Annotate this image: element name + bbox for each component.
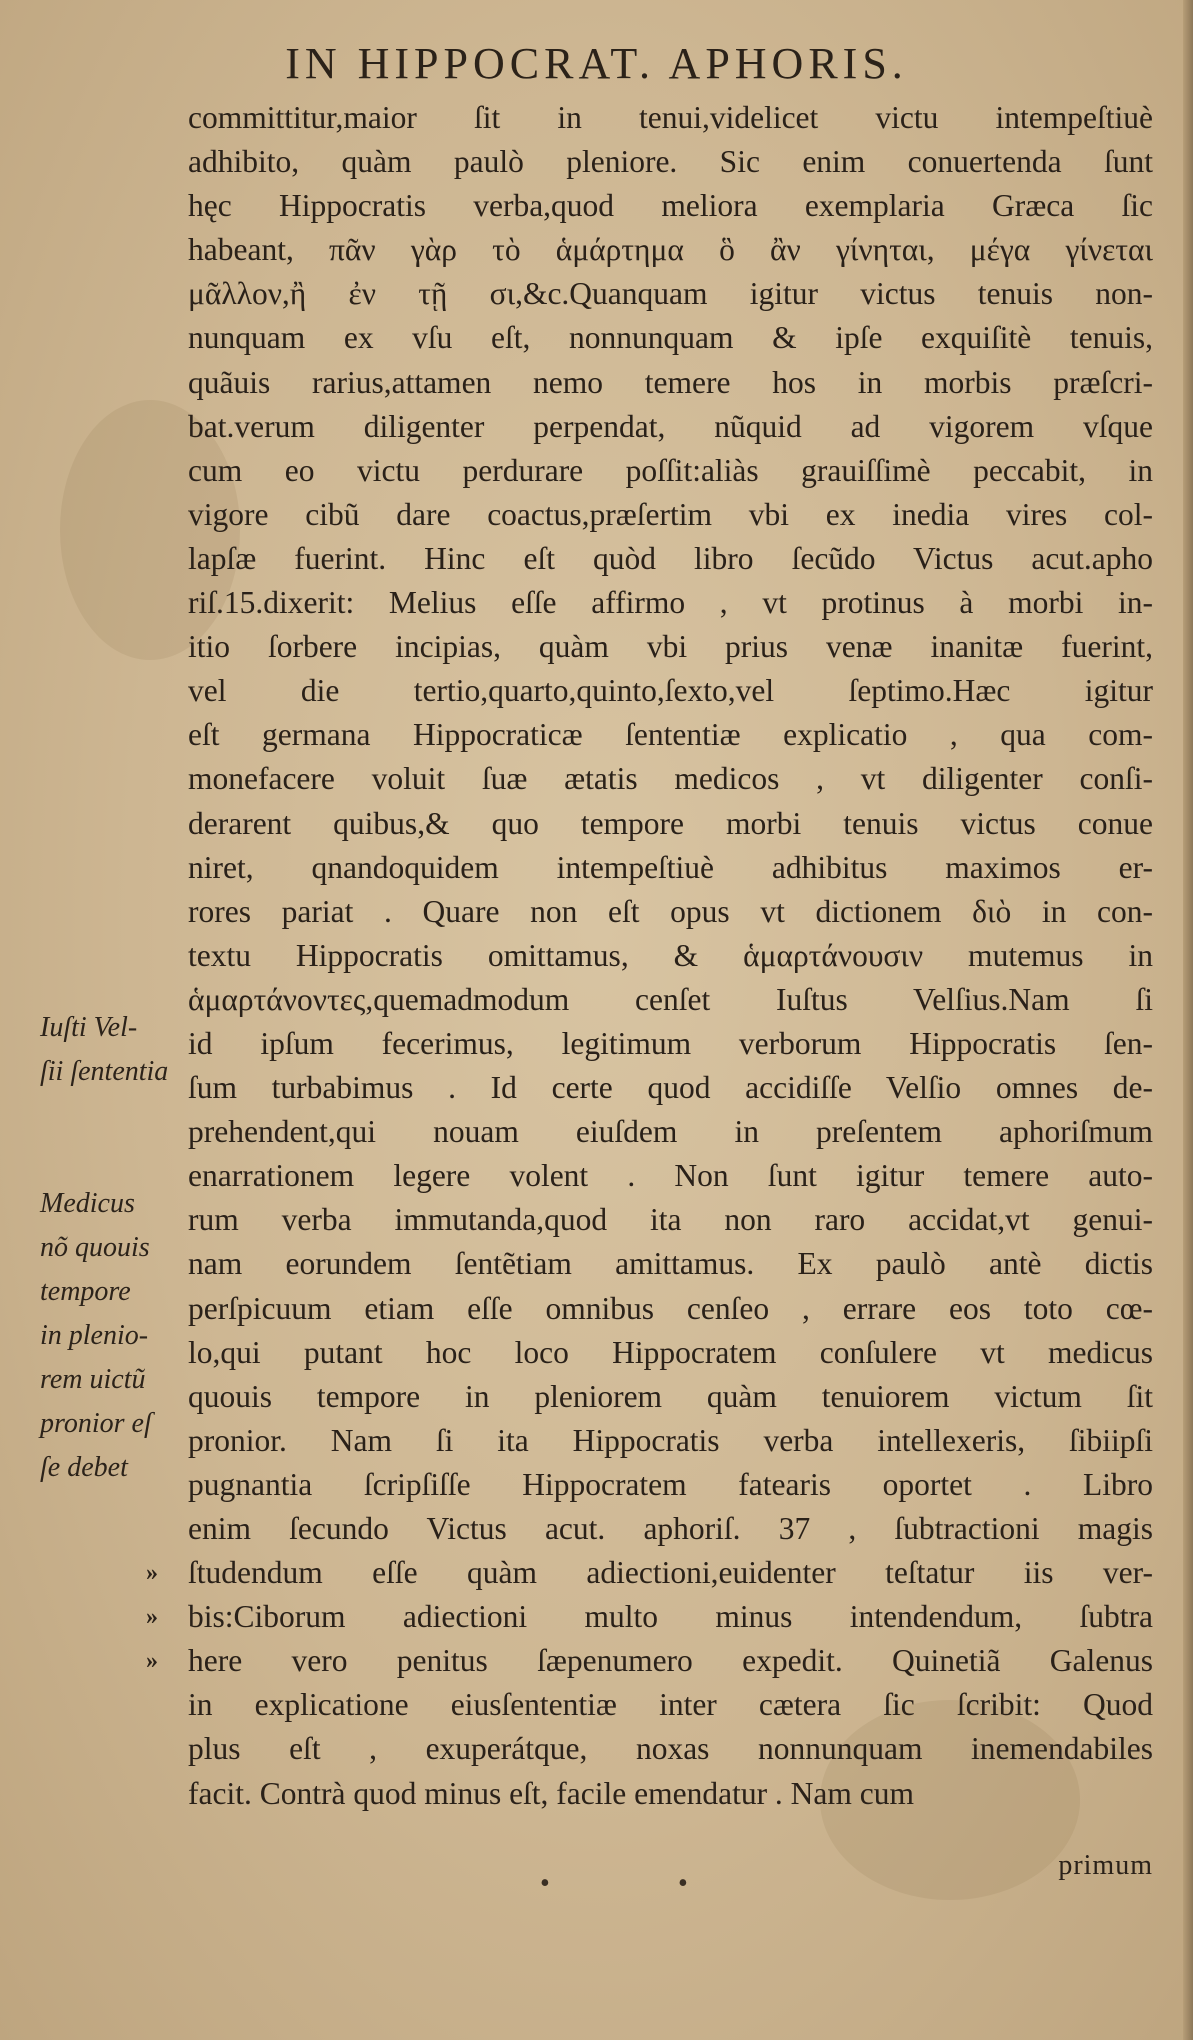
text-line (146, 1595, 1153, 1639)
line-text: itio ſorbere incipias, quàm vbi prius venæ inanitæ fuerint, (188, 629, 1153, 665)
line-text: habeant, πᾶν γὰρ τὸ ἁμάρτημα ὃ ἂν γίνηται, μέγα γίνεται (188, 232, 1153, 268)
margin-line: Iuſti Vel‑ (40, 1012, 138, 1043)
line-text: vigore cibũ dare coactus,præſertim vbi ex inedia vires col- (188, 496, 1153, 532)
text-line (188, 802, 1153, 846)
quotation-marker: » (146, 1560, 156, 1587)
line-text: here vero penitus ſæpenumero expedit. Quinetiã Galenus (188, 1643, 1153, 1679)
line-text: niret, qnandoquidem intempeſtiuè adhibitus maximos er- (188, 849, 1153, 885)
line-text: μᾶλλον,ἢ ἐν τῇ σι,&c.Quanquam igitur victus tenuis non- (188, 276, 1153, 312)
line-text: nam eorundem ſentẽtiam amittamus. Ex paulò antè dictis (188, 1246, 1153, 1282)
line-text: plus eſt , exuperátque, noxas nonnunquam inemendabiles (188, 1731, 1153, 1767)
page-edge (1183, 0, 1193, 2040)
text-line (188, 405, 1153, 449)
line-text: prehendent,qui nouam eiuſdem in preſentem aphoriſmum (188, 1114, 1153, 1150)
line-text: eſt germana Hippocraticæ ſententiæ explicatio , qua com- (188, 717, 1153, 753)
text-line (188, 581, 1153, 625)
line-text: ἁμαρτάνοντες,quemadmodum cenſet Iuſtus Velſius.Nam ſi (188, 981, 1153, 1017)
text-line (188, 449, 1153, 493)
text-line (188, 1331, 1153, 1375)
text-line (188, 978, 1153, 1022)
line-text: committitur,maior ſit in tenui,videlicet victu intempeſtiuè (188, 100, 1153, 135)
printer-mark: • (540, 1868, 550, 1899)
line-text: bat.verum diligenter perpendat, nũquid ad vigorem vſque (188, 408, 1153, 444)
text-line (188, 140, 1153, 184)
quotation-marker: » (146, 1604, 156, 1631)
text-line (188, 713, 1153, 757)
text-line (188, 846, 1153, 890)
line-text: rum verba immutanda,quod ita non raro accidat,vt genui- (188, 1202, 1153, 1238)
margin-line: ſii ſententia (40, 1056, 169, 1087)
text-line (188, 1198, 1153, 1242)
margin-line: Medicus (40, 1188, 135, 1219)
text-line (188, 1110, 1153, 1154)
text-line (146, 1639, 1153, 1683)
line-text: monefacere voluit ſuæ ætatis medicos , vt diligenter conſi- (188, 761, 1153, 797)
line-text: enim ſecundo Victus acut. aphoriſ. 37 , ſubtractioni magis (188, 1511, 1153, 1546)
text-line (188, 184, 1153, 228)
text-line (188, 1683, 1153, 1727)
line-text: cum eo victu perdurare poſſit:aliàs grauiſſimè peccabit, in (188, 452, 1153, 488)
line-text: lapſæ fuerint. Hinc eſt quòd libro ſecũdo Victus acut.apho (188, 540, 1153, 576)
line-text: textu Hippocratis omittamus, & ἁμαρτάνουσιν mutemus in (188, 937, 1153, 973)
text-line (188, 1022, 1153, 1066)
line-text: adhibito, quàm paulò pleniore. Sic enim conuertenda ſunt (188, 144, 1153, 180)
margin-note-velsius (40, 1006, 188, 1094)
line-text: vel die tertio,quarto,quinto,ſexto,vel ſeptimo.Hæc igitur (188, 673, 1153, 709)
text-line (188, 1242, 1153, 1286)
text-line (188, 1463, 1153, 1507)
line-text: hęc Hippocratis verba,quod meliora exemplaria Græca ſic (188, 188, 1153, 224)
text-line (188, 1375, 1153, 1419)
line-text: quãuis rarius,attamen nemo temere hos in morbis præſcri- (188, 364, 1153, 400)
margin-line: rem uictũ (40, 1364, 146, 1395)
text-line (188, 1772, 1153, 1816)
margin-line: ſe debet (40, 1452, 128, 1483)
line-text: ſtudendum eſſe quàm adiectioni,euidenter teſtatur iis ver- (188, 1555, 1153, 1591)
text-line (188, 934, 1153, 978)
line-text: riſ.15.dixerit: Melius eſſe affirmo , vt protinus à morbi in- (188, 585, 1153, 621)
line-text: enarrationem legere volent . Non ſunt igitur temere auto- (188, 1158, 1153, 1194)
text-line (188, 316, 1153, 360)
text-line (188, 890, 1153, 934)
text-line (188, 1419, 1153, 1463)
text-line (188, 493, 1153, 537)
margin-line: nõ quouis (40, 1232, 150, 1263)
margin-line: tempore (40, 1276, 131, 1307)
text-line (188, 1727, 1153, 1771)
line-text: perſpicuum etiam eſſe omnibus cenſeo , errare eos toto cœ- (188, 1290, 1153, 1326)
line-text: bis:Ciborum adiectioni multo minus intendendum, ſubtra (188, 1599, 1153, 1635)
printer-mark: • (678, 1868, 688, 1899)
margin-line: pronior eſ (40, 1408, 152, 1439)
quotation-marker: » (146, 1648, 156, 1675)
text-line (188, 1154, 1153, 1198)
line-text: lo,qui putant hoc loco Hippocratem conſulere vt medicus (188, 1334, 1153, 1370)
text-line (188, 537, 1153, 581)
line-text: derarent quibus,& quo tempore morbi tenuis victus conue (188, 805, 1153, 841)
text-line (188, 1287, 1153, 1331)
line-text: ſum turbabimus . Id certe quod accidiſſe Velſio omnes de- (188, 1070, 1153, 1106)
margin-line: in plenio‑ (40, 1320, 149, 1351)
text-line (188, 1066, 1153, 1110)
line-text: pugnantia ſcripſiſſe Hippocratem fatearis oportet . Libro (188, 1466, 1153, 1502)
main-text-block (146, 96, 1153, 1816)
margin-note-medicus (40, 1182, 188, 1490)
line-text: rores pariat . Quare non eſt opus vt dictionem διὸ in con- (188, 893, 1153, 929)
line-text: facit. Contrà quod minus eſt, facile emendatur . Nam cum (188, 1775, 915, 1811)
text-line (188, 272, 1153, 316)
text-line (188, 1507, 1153, 1551)
text-line (188, 228, 1153, 272)
line-text: quouis tempore in pleniorem quàm tenuiorem victum ſit (188, 1378, 1153, 1414)
text-line (188, 96, 1153, 140)
catchword: primum (1058, 1850, 1153, 1881)
text-line (146, 1551, 1153, 1595)
running-header: IN HIPPOCRAT. APHORIS. (285, 39, 908, 88)
line-text: in explicatione eiusſententiæ inter cætera ſic ſcribit: Quod (188, 1687, 1153, 1723)
line-text: id ipſum fecerimus, legitimum verborum Hippocratis ſen- (188, 1025, 1153, 1061)
text-line (188, 361, 1153, 405)
text-line (188, 625, 1153, 669)
line-text: nunquam ex vſu eſt, nonnunquam & ipſe exquiſitè tenuis, (188, 320, 1153, 356)
text-line (188, 669, 1153, 713)
line-text: pronior. Nam ſi ita Hippocratis verba intellexeris, ſibiipſi (188, 1422, 1153, 1458)
text-line (188, 757, 1153, 801)
